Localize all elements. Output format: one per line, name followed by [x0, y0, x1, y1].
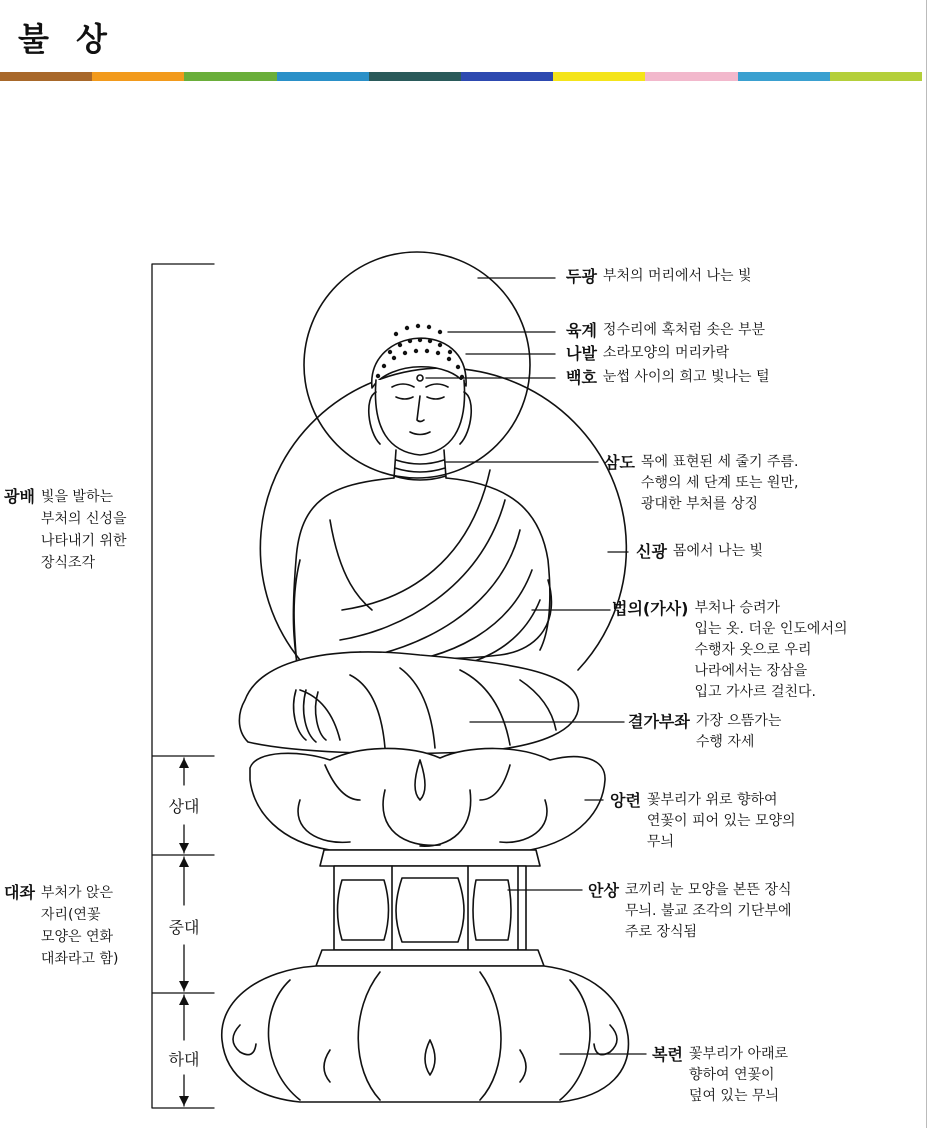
- face: [375, 380, 464, 455]
- label-angryeon: [610, 790, 796, 853]
- chest-line: [330, 520, 372, 610]
- drum-top: [320, 850, 540, 866]
- tier-jungdae: 중대: [164, 913, 204, 940]
- label-daejwa: [4, 882, 118, 970]
- singwang-term: 신광: [636, 542, 667, 561]
- singwang-desc: 몸에서 나는 빛: [672, 543, 763, 559]
- angryeon-desc: 꽃부리가 위로 향하여 연꽃이 피어 있는 모양의 무늬: [646, 792, 796, 850]
- yukgye-desc: 정수리에 혹처럼 솟은 부분: [602, 322, 766, 338]
- label-gyeolga: [628, 711, 781, 753]
- tier-hadae: 하대: [164, 1045, 204, 1072]
- page-title: 불 상: [18, 20, 115, 58]
- robe-folds: [340, 470, 540, 670]
- label-singwang: [636, 541, 763, 564]
- label-samdo: [604, 452, 798, 515]
- daejwa-term: 대좌: [4, 883, 35, 902]
- beobui-term: 법의(가사): [612, 599, 689, 618]
- urna-dot: [417, 375, 423, 381]
- samdo-desc: 목에 표현된 세 줄기 주름. 수행의 세 단계 또는 원만, 광대한 부처를 상징: [640, 454, 799, 512]
- gwangbae-desc: 빛을 발하는 부처의 신성을 나타내기 위한 장식조각: [40, 489, 127, 571]
- nabal-desc: 소라모양의 머리카락: [602, 345, 730, 361]
- tier-sangdae: 상대: [164, 792, 204, 819]
- daejwa-desc: 부처가 앉은 자리(연꽃 모양은 연화 대좌라고 함): [40, 885, 119, 967]
- label-beobui: [612, 598, 848, 703]
- beobui-desc: 부처나 승려가 입는 옷. 더운 인도에서의 수행자 옷으로 우리 나라에서는 장삼을 입고 가사르 걸친다.: [694, 600, 848, 700]
- baekho-term: 백호: [566, 368, 597, 387]
- ansang-desc: 코끼리 눈 모양을 본뜬 장식 무늬. 불교 조각의 기단부에 주로 장식됨: [624, 882, 792, 940]
- legs: [239, 652, 578, 754]
- label-nabal: [566, 343, 729, 366]
- label-yukgye: [566, 320, 765, 343]
- baekho-desc: 눈썹 사이의 희고 빛나는 털: [602, 369, 770, 385]
- nabal-term: 나발: [566, 344, 597, 363]
- drum-base: [316, 950, 544, 966]
- label-duguang: [566, 266, 752, 289]
- upper-lotus: [250, 748, 605, 850]
- duguang-desc: 부처의 머리에서 나는 빛: [602, 268, 752, 284]
- label-bokryeon: [652, 1044, 788, 1107]
- gyeolga-term: 결가부좌: [628, 712, 690, 731]
- duguang-term: 두광: [566, 267, 597, 286]
- gyeolga-desc: 가장 으뜸가는 수행 자세: [695, 713, 782, 750]
- bokryeon-desc: 꽃부리가 아래로 향하여 연꽃이 덮여 있는 무늬: [688, 1046, 789, 1104]
- label-baekho: [566, 367, 770, 390]
- yukgye-term: 육계: [566, 321, 597, 340]
- label-gwangbae: [4, 486, 127, 574]
- angryeon-term: 앙련: [610, 791, 641, 810]
- bokryeon-term: 복련: [652, 1045, 683, 1064]
- label-ansang: [588, 880, 792, 943]
- samdo-term: 삼도: [604, 453, 635, 472]
- gwangbae-term: 광배: [4, 487, 35, 506]
- ansang-term: 안상: [588, 881, 619, 900]
